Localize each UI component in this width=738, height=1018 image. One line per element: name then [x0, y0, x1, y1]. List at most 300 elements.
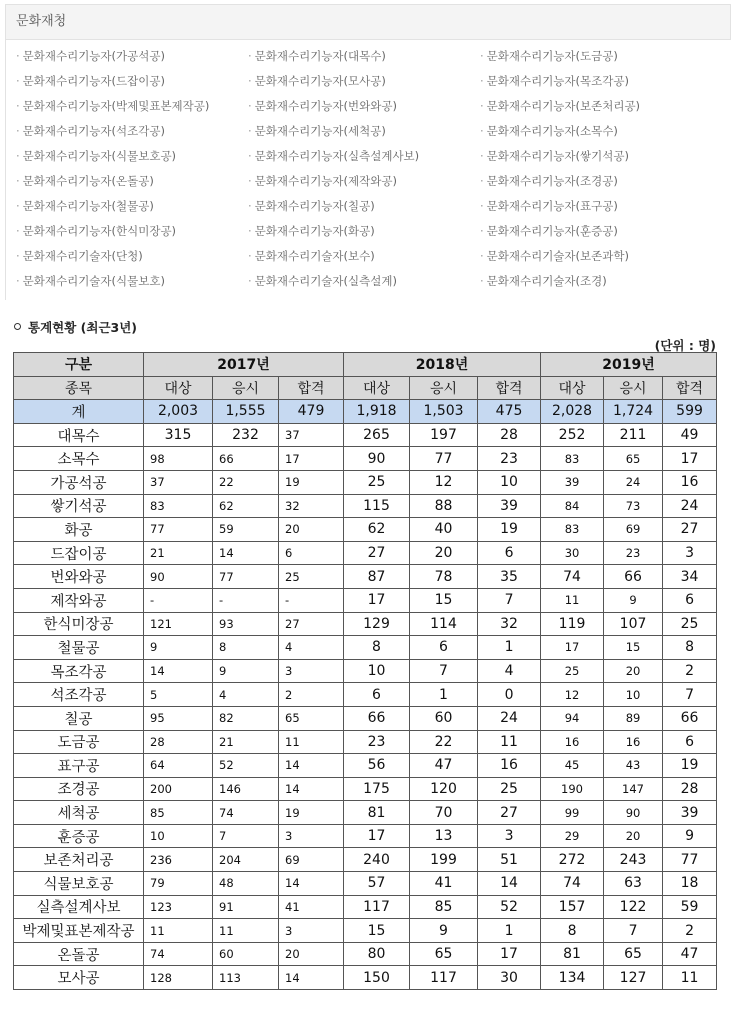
row-name: 훈증공	[14, 824, 144, 848]
row-name: 도금공	[14, 730, 144, 754]
table-cell: 7	[410, 659, 478, 683]
table-cell: 7	[478, 588, 541, 612]
table-cell: 40	[410, 518, 478, 542]
table-cell: 14	[279, 754, 344, 778]
table-cell: 211	[604, 423, 663, 447]
table-cell: 24	[604, 470, 663, 494]
row-name: 드잡이공	[14, 541, 144, 565]
table-cell: 122	[604, 895, 663, 919]
table-cell: 41	[279, 895, 344, 919]
table-cell: 59	[213, 518, 279, 542]
table-cell: -	[144, 588, 213, 612]
qualification-link[interactable]: · 문화재수리기능자(제작와공)	[248, 173, 397, 189]
table-cell: 65	[604, 942, 663, 966]
row-name: 쌓기석공	[14, 494, 144, 518]
table-cell: 27	[279, 612, 344, 636]
table-cell: 73	[604, 494, 663, 518]
table-cell: 69	[279, 848, 344, 872]
table-cell: 81	[344, 801, 410, 825]
table-cell: 19	[478, 518, 541, 542]
table-cell: 120	[410, 777, 478, 801]
header-col-row	[14, 376, 717, 400]
table-cell: 24	[663, 494, 717, 518]
table-cell: 74	[144, 942, 213, 966]
table-cell: 74	[541, 872, 604, 896]
qualification-link[interactable]: · 문화재수리기능자(온돌공)	[16, 173, 154, 189]
header-col: 합격	[279, 376, 344, 400]
table-cell: 6	[344, 683, 410, 707]
table-cell: 17	[663, 447, 717, 471]
table-cell: 16	[604, 730, 663, 754]
qualification-link[interactable]: · 문화재수리기능자(화공)	[248, 223, 375, 239]
table-cell: 14	[213, 541, 279, 565]
table-cell: 5	[144, 683, 213, 707]
table-cell: 25	[279, 565, 344, 589]
qualification-link[interactable]: · 문화재수리기능자(드잡이공)	[16, 73, 165, 89]
table-cell: 62	[213, 494, 279, 518]
table-cell: 475	[478, 400, 541, 424]
table-cell: 8	[663, 636, 717, 660]
table-cell: 43	[604, 754, 663, 778]
table-cell: 66	[213, 447, 279, 471]
circle-bullet-icon	[14, 323, 21, 330]
table-cell: 77	[410, 447, 478, 471]
table-cell: 20	[279, 942, 344, 966]
table-cell: 90	[344, 447, 410, 471]
table-cell: 12	[410, 470, 478, 494]
table-cell: 2	[663, 659, 717, 683]
qualification-link[interactable]: · 문화재수리기능자(도금공)	[480, 48, 618, 64]
table-cell: 30	[478, 966, 541, 990]
table-cell: 14	[279, 872, 344, 896]
table-cell: 21	[213, 730, 279, 754]
table-cell: 41	[410, 872, 478, 896]
total-row	[14, 400, 717, 424]
table-cell: 123	[144, 895, 213, 919]
table-cell: 65	[410, 942, 478, 966]
table-cell: 6	[410, 636, 478, 660]
row-name: 철물공	[14, 636, 144, 660]
agency-panel	[5, 4, 731, 300]
table-cell: 190	[541, 777, 604, 801]
table-cell: 119	[541, 612, 604, 636]
qualification-link[interactable]: · 문화재수리기능자(박제및표본제작공)	[16, 98, 209, 114]
table-cell: 115	[344, 494, 410, 518]
table-cell: 200	[144, 777, 213, 801]
table-cell: 90	[604, 801, 663, 825]
table-cell: 7	[213, 824, 279, 848]
table-cell: 1,503	[410, 400, 478, 424]
table-cell: 7	[663, 683, 717, 707]
qualification-link[interactable]: · 문화재수리기능자(보존처리공)	[480, 98, 640, 114]
table-cell: 28	[478, 423, 541, 447]
table-cell: 19	[279, 801, 344, 825]
table-cell: 15	[344, 919, 410, 943]
table-cell: 479	[279, 400, 344, 424]
table-cell: 2,003	[144, 400, 213, 424]
table-cell: 6	[663, 588, 717, 612]
header-col: 응시	[410, 376, 478, 400]
table-cell: 60	[410, 706, 478, 730]
table-cell: 93	[213, 612, 279, 636]
table-cell: 47	[410, 754, 478, 778]
qualification-link[interactable]: · 문화재수리기능자(소목수)	[480, 123, 618, 139]
table-cell: 8	[541, 919, 604, 943]
table-cell: 27	[478, 801, 541, 825]
table-cell: 88	[410, 494, 478, 518]
table-cell: 87	[344, 565, 410, 589]
row-name: 번와와공	[14, 565, 144, 589]
table-cell: 57	[344, 872, 410, 896]
qualification-link[interactable]: · 문화재수리기능자(한식미장공)	[16, 223, 176, 239]
table-cell: 252	[541, 423, 604, 447]
row-name: 석조각공	[14, 683, 144, 707]
table-cell: 51	[478, 848, 541, 872]
table-cell: 21	[144, 541, 213, 565]
row-name: 표구공	[14, 754, 144, 778]
table-row	[14, 541, 717, 565]
table-cell: 91	[213, 895, 279, 919]
row-name: 목조각공	[14, 659, 144, 683]
table-cell: 20	[279, 518, 344, 542]
table-cell: 1	[478, 919, 541, 943]
table-cell: 22	[213, 470, 279, 494]
table-cell: 4	[478, 659, 541, 683]
table-cell: 199	[410, 848, 478, 872]
table-cell: 34	[663, 565, 717, 589]
table-cell: 45	[541, 754, 604, 778]
table-cell: 10	[478, 470, 541, 494]
table-cell: 11	[213, 919, 279, 943]
table-cell: 9	[144, 636, 213, 660]
table-cell: 90	[144, 565, 213, 589]
qualification-link[interactable]: · 문화재수리기술자(조경)	[480, 273, 607, 289]
table-cell: 265	[344, 423, 410, 447]
table-cell: 94	[541, 706, 604, 730]
table-cell: 66	[663, 706, 717, 730]
unit-label: (단위 : 명)	[654, 338, 716, 353]
table-row	[14, 683, 717, 707]
table-cell: 83	[541, 518, 604, 542]
table-cell: 19	[279, 470, 344, 494]
table-cell: 69	[604, 518, 663, 542]
table-row	[14, 777, 717, 801]
table-cell: 8	[344, 636, 410, 660]
table-cell: 4	[213, 683, 279, 707]
qualification-link[interactable]: · 문화재수리기능자(모사공)	[248, 73, 386, 89]
table-cell: 52	[213, 754, 279, 778]
table-cell: 127	[604, 966, 663, 990]
table-row	[14, 966, 717, 990]
table-cell: 62	[344, 518, 410, 542]
table-cell: 10	[144, 824, 213, 848]
table-cell: 9	[410, 919, 478, 943]
table-cell: 82	[213, 706, 279, 730]
qualification-link[interactable]: · 문화재수리기능자(철물공)	[16, 198, 154, 214]
qualification-link[interactable]: · 문화재수리기능자(세척공)	[248, 123, 386, 139]
table-cell: 17	[478, 942, 541, 966]
qualification-link[interactable]: · 문화재수리기능자(대목수)	[248, 48, 386, 64]
table-cell: 7	[604, 919, 663, 943]
qualification-link[interactable]: · 문화재수리기능자(표구공)	[480, 198, 618, 214]
table-cell: 77	[144, 518, 213, 542]
header-category: 구분	[14, 353, 144, 377]
table-cell: 1,724	[604, 400, 663, 424]
header-year-2018: 2018년	[344, 353, 541, 377]
table-cell: 599	[663, 400, 717, 424]
table-row	[14, 919, 717, 943]
table-cell: 236	[144, 848, 213, 872]
table-cell: 25	[344, 470, 410, 494]
table-cell: 20	[410, 541, 478, 565]
table-cell: 3	[663, 541, 717, 565]
header-year-2017: 2017년	[144, 353, 344, 377]
table-cell: 6	[478, 541, 541, 565]
table-cell: 11	[144, 919, 213, 943]
table-cell: 23	[604, 541, 663, 565]
table-row	[14, 565, 717, 589]
table-cell: 11	[478, 730, 541, 754]
table-cell: 2,028	[541, 400, 604, 424]
row-name: 제작와공	[14, 588, 144, 612]
table-cell: 204	[213, 848, 279, 872]
table-cell: 12	[541, 683, 604, 707]
qualification-link[interactable]: · 문화재수리기능자(쌓기석공)	[480, 148, 629, 164]
table-cell: 17	[541, 636, 604, 660]
table-cell: 6	[279, 541, 344, 565]
table-cell: 20	[604, 659, 663, 683]
qualification-link[interactable]: · 문화재수리기능자(칠공)	[248, 198, 375, 214]
table-cell: 114	[410, 612, 478, 636]
header-col: 응시	[213, 376, 279, 400]
table-cell: 74	[213, 801, 279, 825]
qualification-link[interactable]: · 문화재수리기능자(가공석공)	[16, 48, 165, 64]
table-cell: 66	[604, 565, 663, 589]
table-cell: 48	[213, 872, 279, 896]
row-name: 박제및표본제작공	[14, 919, 144, 943]
table-cell: 150	[344, 966, 410, 990]
table-cell: 28	[144, 730, 213, 754]
qualification-link[interactable]: · 문화재수리기능자(식물보호공)	[16, 148, 176, 164]
header-col: 응시	[604, 376, 663, 400]
table-cell: 83	[144, 494, 213, 518]
header-year-row	[14, 353, 717, 377]
row-name: 가공석공	[14, 470, 144, 494]
table-cell: 80	[344, 942, 410, 966]
table-cell: 23	[344, 730, 410, 754]
table-row	[14, 423, 717, 447]
table-row	[14, 801, 717, 825]
table-cell: 121	[144, 612, 213, 636]
table-cell: 39	[541, 470, 604, 494]
table-cell: 49	[663, 423, 717, 447]
table-cell: 79	[144, 872, 213, 896]
qualification-link[interactable]: · 문화재수리기술자(실측설계)	[248, 273, 397, 289]
stats-table	[13, 352, 717, 990]
table-row	[14, 872, 717, 896]
table-cell: 0	[478, 683, 541, 707]
table-cell: 39	[478, 494, 541, 518]
row-name: 모사공	[14, 966, 144, 990]
table-cell: 27	[663, 518, 717, 542]
row-name: 대목수	[14, 423, 144, 447]
table-cell: 16	[541, 730, 604, 754]
table-cell: 32	[279, 494, 344, 518]
table-cell: 29	[541, 824, 604, 848]
table-cell: 13	[410, 824, 478, 848]
table-row	[14, 518, 717, 542]
qualification-link[interactable]: · 문화재수리기능자(석조각공)	[16, 123, 165, 139]
header-col: 대상	[541, 376, 604, 400]
row-name: 세척공	[14, 801, 144, 825]
table-row	[14, 612, 717, 636]
table-cell: 83	[541, 447, 604, 471]
row-name: 한식미장공	[14, 612, 144, 636]
qualification-link[interactable]: · 문화재수리기술자(보수)	[248, 248, 375, 264]
row-name: 실측설계사보	[14, 895, 144, 919]
table-cell: 146	[213, 777, 279, 801]
table-cell: 17	[344, 824, 410, 848]
table-cell: 20	[604, 824, 663, 848]
table-cell: 1	[410, 683, 478, 707]
table-cell: 17	[344, 588, 410, 612]
table-cell: 129	[344, 612, 410, 636]
qualification-link[interactable]: · 문화재수리기능자(실측설계사보)	[248, 148, 419, 164]
header-col: 대상	[344, 376, 410, 400]
table-cell: 1,555	[213, 400, 279, 424]
table-cell: 9	[604, 588, 663, 612]
table-cell: 14	[279, 777, 344, 801]
table-cell: 60	[213, 942, 279, 966]
table-cell: 128	[144, 966, 213, 990]
table-cell: 11	[279, 730, 344, 754]
row-name: 칠공	[14, 706, 144, 730]
table-cell: 1	[478, 636, 541, 660]
table-row	[14, 447, 717, 471]
table-cell: 85	[410, 895, 478, 919]
table-cell: 14	[279, 966, 344, 990]
qualification-link[interactable]: · 문화재수리기술자(식물보호)	[16, 273, 165, 289]
table-cell: 11	[541, 588, 604, 612]
row-name: 조경공	[14, 777, 144, 801]
table-cell: 25	[663, 612, 717, 636]
table-cell: 22	[410, 730, 478, 754]
table-cell: 84	[541, 494, 604, 518]
table-cell: 78	[410, 565, 478, 589]
table-cell: 98	[144, 447, 213, 471]
table-cell: 25	[478, 777, 541, 801]
row-name: 계	[14, 400, 144, 424]
stats-heading	[14, 318, 137, 336]
row-name: 소목수	[14, 447, 144, 471]
table-row	[14, 824, 717, 848]
table-cell: 65	[604, 447, 663, 471]
qualification-link[interactable]: · 문화재수리기능자(조경공)	[480, 173, 618, 189]
table-cell: 243	[604, 848, 663, 872]
table-cell: -	[213, 588, 279, 612]
table-cell: 16	[663, 470, 717, 494]
qualification-link[interactable]: · 문화재수리기능자(번와와공)	[248, 98, 397, 114]
table-cell: 89	[604, 706, 663, 730]
table-cell: 6	[663, 730, 717, 754]
table-cell: 23	[478, 447, 541, 471]
table-row	[14, 659, 717, 683]
table-cell: 197	[410, 423, 478, 447]
row-name: 화공	[14, 518, 144, 542]
table-cell: 32	[478, 612, 541, 636]
table-cell: 15	[410, 588, 478, 612]
table-cell: 30	[541, 541, 604, 565]
table-cell: 52	[478, 895, 541, 919]
table-cell: 1,918	[344, 400, 410, 424]
table-cell: 77	[213, 565, 279, 589]
row-name: 식물보호공	[14, 872, 144, 896]
table-cell: 15	[604, 636, 663, 660]
table-cell: -	[279, 588, 344, 612]
header-item: 종목	[14, 376, 144, 400]
table-cell: 47	[663, 942, 717, 966]
table-cell: 147	[604, 777, 663, 801]
table-cell: 9	[213, 659, 279, 683]
header-col: 합격	[478, 376, 541, 400]
table-cell: 24	[478, 706, 541, 730]
table-row	[14, 730, 717, 754]
table-cell: 37	[144, 470, 213, 494]
table-cell: 14	[478, 872, 541, 896]
table-cell: 232	[213, 423, 279, 447]
table-cell: 10	[604, 683, 663, 707]
table-cell: 4	[279, 636, 344, 660]
header-col: 합격	[663, 376, 717, 400]
table-cell: 134	[541, 966, 604, 990]
table-cell: 14	[144, 659, 213, 683]
table-cell: 59	[663, 895, 717, 919]
table-cell: 19	[663, 754, 717, 778]
table-row	[14, 636, 717, 660]
table-cell: 35	[478, 565, 541, 589]
qualification-link[interactable]: · 문화재수리기술자(보존과학)	[480, 248, 629, 264]
table-cell: 107	[604, 612, 663, 636]
table-cell: 85	[144, 801, 213, 825]
qualification-link[interactable]: · 문화재수리기능자(목조각공)	[480, 73, 629, 89]
table-cell: 99	[541, 801, 604, 825]
qualification-link[interactable]: · 문화재수리기술자(단청)	[16, 248, 143, 264]
qualification-link[interactable]: · 문화재수리기능자(훈증공)	[480, 223, 618, 239]
table-cell: 95	[144, 706, 213, 730]
table-cell: 10	[344, 659, 410, 683]
table-cell: 77	[663, 848, 717, 872]
row-name: 온돌공	[14, 942, 144, 966]
table-cell: 66	[344, 706, 410, 730]
table-cell: 3	[279, 659, 344, 683]
table-cell: 28	[663, 777, 717, 801]
table-cell: 37	[279, 423, 344, 447]
table-cell: 74	[541, 565, 604, 589]
table-cell: 157	[541, 895, 604, 919]
table-cell: 315	[144, 423, 213, 447]
table-cell: 2	[279, 683, 344, 707]
table-row	[14, 588, 717, 612]
table-row	[14, 848, 717, 872]
panel-title: 문화재청	[6, 4, 731, 40]
table-row	[14, 470, 717, 494]
table-cell: 11	[663, 966, 717, 990]
table-cell: 8	[213, 636, 279, 660]
table-cell: 3	[279, 919, 344, 943]
table-cell: 25	[541, 659, 604, 683]
table-row	[14, 494, 717, 518]
table-row	[14, 942, 717, 966]
